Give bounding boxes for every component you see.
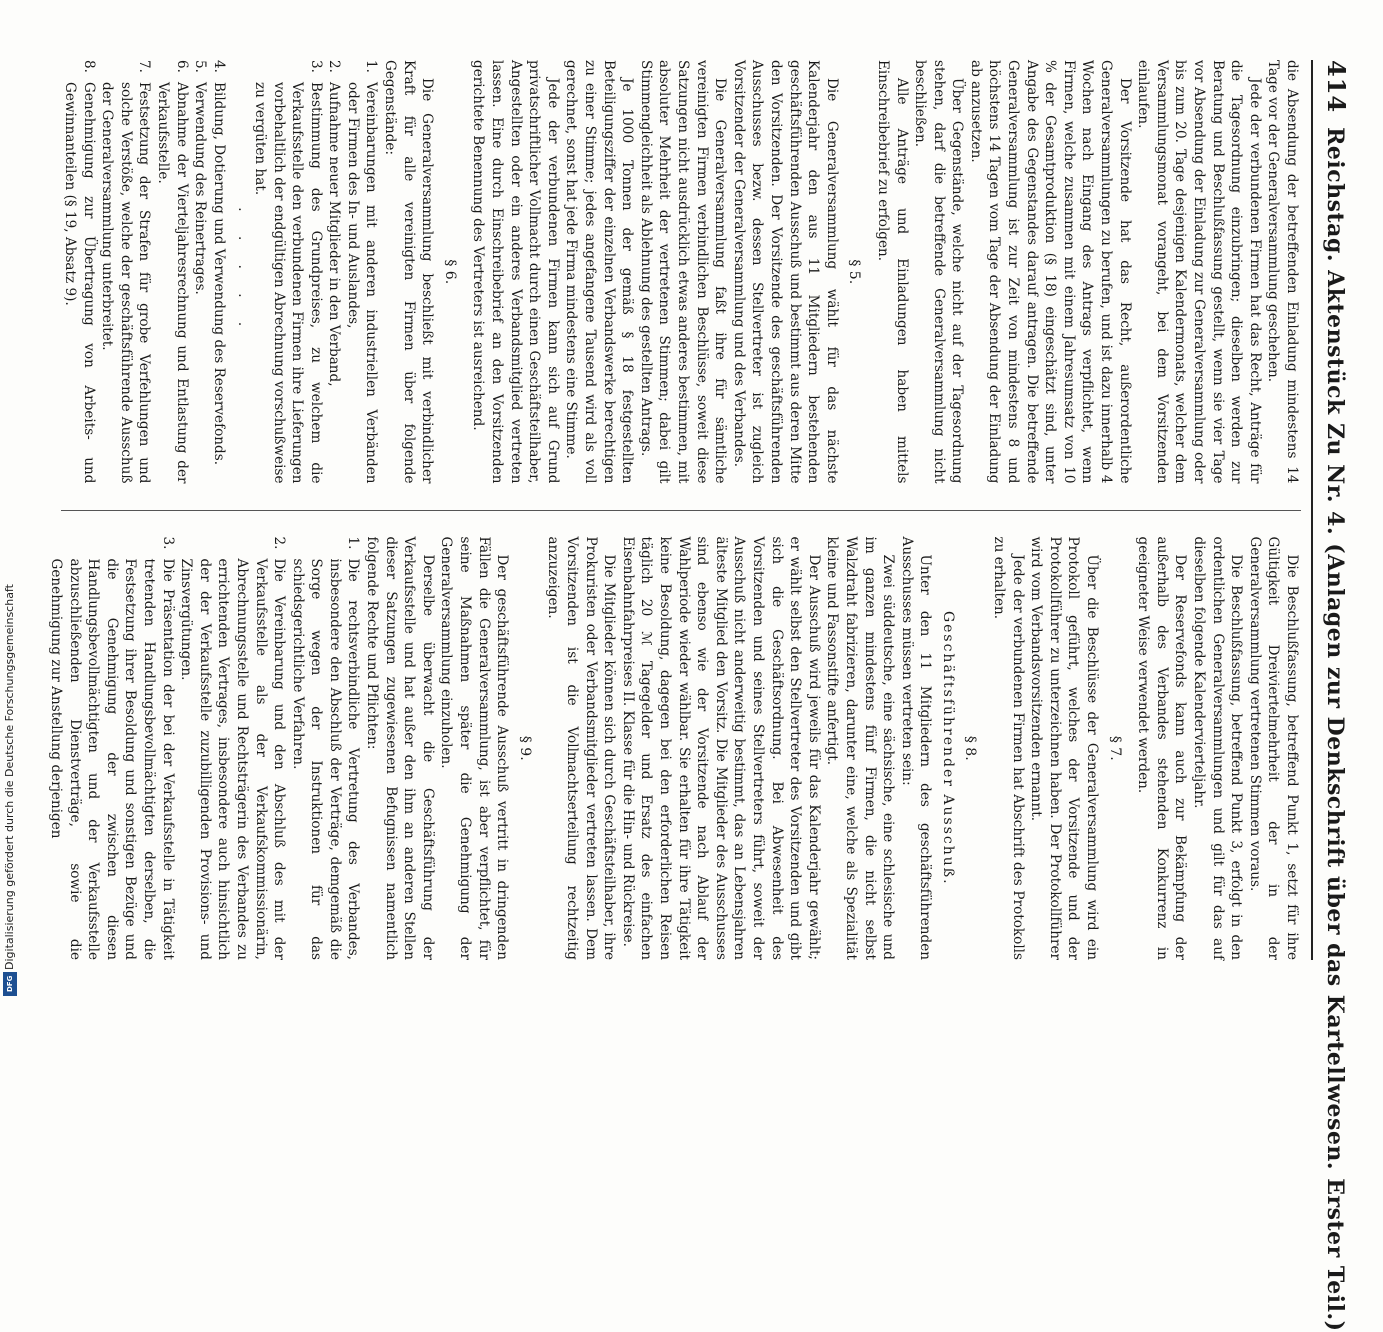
paragraph: Derselbe überwacht die Geschäftsführung der Verkaufsstelle und hat außer den ihm an anderen Stellen dieser Satzungen zugewiesenen Befugnissen namentlich folgende Rechte und Pflichten:: [364, 536, 436, 960]
paragraph: Jede der verbundenen Firmen kann sich auf Grund privatschriftlicher Vollmacht durch einen Geschäftsteilhaber, Angestellten oder ein anderes Verbandsmitglied vertreten lassen. Eine durch Einschreibebrief an den Vorsitzenden gerichtete Benennung des Vertreters ist ausreichend.: [470, 60, 561, 484]
list-item: [46, 537, 176, 961]
list-item: [288, 537, 362, 961]
numbered-list: [46, 537, 362, 961]
list-item: [60, 60, 97, 484]
section-heading: § 5.: [846, 259, 863, 285]
item-number: 1.: [363, 60, 380, 73]
paragraph: Die Generalversammlung beschließt mit verbindlicher Kraft für alle vereinigten Firmen über folgende Gegenstände:: [382, 60, 436, 484]
section-heading: § 8.: [962, 735, 979, 761]
list-item: [98, 60, 154, 484]
item-text: Bestimmung des Grundpreises, zu welchem die Verkaufsstelle den verbundenen Firmen ihre Lieferungen vorbehaltlich der endgültigen Abrechnung vorschußweise zu vergüten hat.: [251, 82, 324, 484]
section-heading: § 9.: [516, 735, 533, 761]
page-number: 414: [1322, 60, 1351, 114]
right-column: [48, 536, 1301, 961]
paragraph: Die Beschlußfassung, betreffend Punkt 3, erfolgt in den ordentlichen Generalversammlungen und gilt für das auf dieselben folgende Kalendervierteljahr.: [1191, 536, 1245, 960]
item-text: Die Präsentation der bei der Verkaufsstelle in Tätigkeit tretenden Handlungsbevollmächtigten derselben, die Festsetzung ihrer Besoldung und sonstigen Bezüge und die Genehmigung der zwischen diesen Handlungsbevollmächtigten und der Verkaufsstelle abzuschließenden Dienstverträge, sowie die Genehmigung zur Anstellung derjenigen: [48, 558, 176, 960]
paragraph: Über Gegenstände, welche nicht auf der Tagesordnung stehen, darf die betreffende Generalversammlung nicht beschließen.: [912, 60, 966, 484]
item-number: 6.: [173, 60, 190, 73]
list-item: [343, 60, 380, 484]
paragraph: Jede der verbundenen Firmen hat das Recht, Anträge für die Tagesordnung einzubringen; dieselben werden zur Beratung und Beschlußfassung gestellt, wenn sie vier Tage vor Absendung der Einladung zur Generalversammlung oder bis zum 20. Tage desjenigen Kalendermonats, welcher dem Versammlungsmonat vorangeht, bei dem Vorsitzenden einlaufen.: [1135, 60, 1263, 484]
item-number: 1.: [345, 536, 362, 550]
list-item: [325, 60, 344, 484]
section-subheading: Geschäftsführender Ausschuß.: [939, 610, 956, 886]
paragraph: Die Generalversammlung wählt für das nächste Kalenderjahr den aus 11 Mitgliedern bestehenden geschäftsführenden Ausschuß und bestimmt aus deren Mitte den Vorsitzenden. Der Vorsitzende des geschäftsführenden Ausschusses bezw. dessen Stellvertreter ist zugleich Vorsitzender der Generalversammlung und des Verbandes.: [730, 60, 840, 484]
paragraph: Der Reservefonds kann auch zur Bekämpfung der außerhalb des Verbandes stehenden Konkurrenz in geeigneter Weise verwendet werden.: [1135, 536, 1189, 960]
paragraph: Über die Beschlüsse der Generalversammlung wird ein Protokoll geführt, welches der Vorsitzende und der Protokollführer zu unterzeichnen haben. Der Protokollführer wird vom Verbandsvorsitzenden ernannt.: [1028, 536, 1101, 960]
item-text: Vereinbarungen mit anderen industriellen Verbänden oder Firmen des In- und Auslandes,: [344, 82, 380, 484]
ellipsis-dots: · · · · ·: [231, 207, 248, 337]
text-columns: [48, 60, 1301, 960]
section-heading: § 6.: [441, 259, 458, 285]
item-number: 8.: [80, 60, 97, 73]
running-title: Reichstag. Aktenstück Zu Nr. 4. (Anlagen zur Denkschrift über das Kartellwesen. Erster Teil.): [1322, 127, 1348, 1332]
paragraph: Jede der verbundenen Firmen hat Abschrift des Protokolls zu erhalten.: [991, 536, 1026, 960]
paragraph: Die Beschlußfassung, betreffend Punkt 1, setzt für ihre Gültigkeit Dreiviertelmehrheit der in der Generalversammlung vertretenen Stimmen voraus.: [1246, 536, 1300, 960]
list-item: [177, 537, 289, 961]
item-number: 2.: [326, 60, 343, 73]
paragraph: Je 1000 Tonnen der gemäß § 18 festgestellten Beteiligungsziffer der einzelnen Verbandswerke berechtigen zu einer Stimme; jedes angefangene Tausend wird als voll gerechnet, sonst hat jede Firma mindestens eine Stimme.: [563, 60, 636, 484]
item-text: Abnahme der Vierteljahresrechnung und Entlastung der Verkaufsstelle.: [154, 82, 190, 484]
item-number: 7.: [136, 60, 153, 73]
list-item: [250, 60, 324, 484]
item-number: 3.: [159, 536, 176, 550]
item-number: 4.: [210, 60, 227, 73]
paragraph: Der geschäftsführende Ausschuß vertritt in dringenden Fällen die Generalversammlung, ist aber verpflichtet, für seine Maßnahmen später die Genehmigung der Generalversammlung einzuholen.: [438, 536, 511, 960]
paragraph: Unter den 11 Mitgliedern des geschäftsführenden Ausschusses müssen vertreten sein:: [898, 536, 934, 960]
item-number: 5.: [192, 60, 209, 73]
item-number: 3.: [307, 60, 324, 73]
paragraph: die Absendung der betreffenden Einladung mindestens 14 Tage vor der Generalversammlung geschehen.: [1265, 60, 1300, 484]
list-item: [153, 60, 190, 484]
page-header: [1311, 60, 1351, 1332]
list-item: [209, 60, 228, 484]
column-divider: [61, 510, 1301, 511]
item-text: Aufnahme neuer Mitglieder in den Verband,: [326, 82, 343, 387]
paragraph: Der Ausschuß wird jeweils für das Kalenderjahr gewählt; er wählt selbst den Stellvertreter des Vorsitzenden und gibt sich die Geschäftsordnung. Bei Abwesenheit des Vorsitzenden und seines Stellvertreters führt, soweit der Ausschuß nicht anderweitig bestimmt, das an Lebensjahren älteste Mitglied den Vorsitz. Die Mitglieder des Ausschusses sind ebenso wie der Vorsitzende nach Ablauf der Wahlperiode wieder wählbar. Sie erhalten für ihre Tätigkeit keine Besoldung, dagegen bei den erforderlichen Reisen täglich 20 ℳ Tagegelder und Ersatz des einfachen Eisenbahnfahrpreises II. Klasse für die Hin- und Rückreise.: [619, 536, 822, 960]
item-text: Genehmigung zur Übertragung von Arbeits- und Gewinnanteilen (§ 19, Absatz 9).: [62, 82, 97, 484]
list-item: [191, 60, 210, 484]
paragraph: Alle Anträge und Einladungen haben mittels Einschreibebrief zu erfolgen.: [874, 60, 910, 484]
item-text: Verwendung des Reinertrages.: [192, 82, 209, 295]
numbered-list: [60, 60, 227, 484]
item-number: 2.: [271, 536, 288, 550]
numbered-list: [250, 60, 380, 484]
item-text: Festsetzung der Strafen für grobe Verfehlungen und solche Verstöße, welche der geschäftsführende Ausschuß der Generalversammlung unterbreitet.: [99, 82, 153, 484]
digitization-credit: Digitalisierung gefördert durch die Deutsche Forschungsgemeinschaft: [3, 584, 16, 970]
paragraph: Der Vorsitzende hat das Recht, außerordentliche Generalversammlungen zu berufen, und ist dazu innerhalb 4 Wochen nach Eingang des Antrags verpflichtet, wenn Firmen, welche zusammen mit einem Jahresumsatz von 10 % der Gesamtproduktion (§ 18) eingeschätzt sind, unter Angabe des Gegenstandes darauf antragen. Die betreffende Generalversammlung ist zur Zeit von mindestens 8 und höchstens 14 Tagen vom Tage der Absendung der Einladung ab anzusetzen.: [967, 60, 1133, 484]
item-text: Bildung, Dotierung und Verwendung des Reservefonds.: [210, 82, 227, 466]
item-text: Die rechtsverbindliche Vertretung des Verbandes, insbesondere den Abschluß der Verträge, demgemäß die Sorge wegen der Instruktionen für das schiedsgerichtliche Verfahren.: [289, 558, 362, 960]
dfg-logo: DFG: [3, 972, 17, 996]
section-heading: § 7.: [1106, 735, 1123, 761]
paragraph: Die Mitglieder können sich durch Geschäftsteilhaber, ihre Prokuristen oder Verbandsmitglieder vertreten lassen. Dem Vorsitzenden ist die Vollmachtserteilung rechtzeitig anzuzeigen.: [545, 536, 618, 960]
item-text: Die Vereinbarung und den Abschluß des mit der Verkaufsstelle als der Verkaufskommissionärin, Abrechnungsstelle und Rechtsträgerin des Verbandes zu errichtenden Vertrages, insbesondere auch hinsichtlich der der Verkaufsstelle zuzubilligenden Provisions- und Zinsvergütungen.: [178, 558, 288, 960]
left-column: [61, 60, 1301, 484]
paragraph: Die Generalversammlung faßt ihre für sämtliche vereinigten Firmen verbindlichen Beschlüsse, soweit diese Satzungen nicht ausdrücklich etwas anderes bestimmen, mit absoluter Mehrheit der vertretenen Stimmen; dabei gilt Stimmengleichheit als Ablehnung des gestellten Antrags.: [637, 60, 729, 484]
paragraph: Zwei süddeutsche, eine sächsische, eine schlesische und im ganzen mindestens fünf Firmen, die nicht selbst Walzdraht fabrizieren, darunter eine, welche als Spezialität kleine und Fassonstifte anfertigt.: [824, 536, 897, 960]
